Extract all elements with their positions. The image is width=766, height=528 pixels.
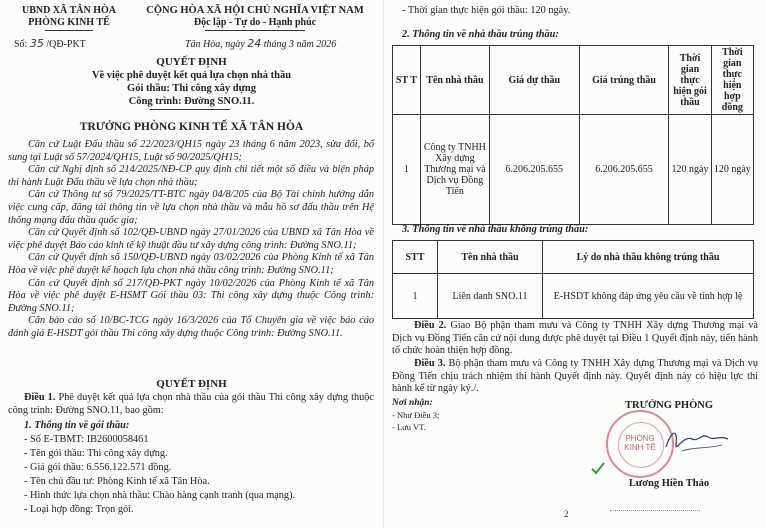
list-item: - Tên chủ đầu tư: Phòng Kinh tế xã Tân Hòa. [24,476,210,487]
legal-basis: Căn cứ Thông tư số 79/2025/TT-BTC ngày 04/8/205 của Bộ Tài chính hướng dẫn việc cung cấp, đăng tải thông tin về lựa chọn nhà thầu và mẫu hồ sơ đấu thầu trên Hệ thống mạng đấu thầu quốc gia; [8,189,374,226]
legal-basis: Căn cứ Quyết định số 102/QĐ-UBND ngày 27/01/2026 của UBND xã Tân Hòa về việc phê duyệt Báo cáo kinh tế kỹ thuật đầu tư xây dựng công trình: Đường SNO.11; [8,227,374,251]
right-page [383,0,766,528]
document-subtitle-1: Về việc phê duyệt kết quả lựa chọn nhà thầu [91,70,292,81]
legal-basis: Căn cứ Quyết định số 150/QĐ-UBND ngày 03/02/2026 của Phòng Kinh tế xã Tân Hòa về việc phê duyệt kế hoạch lựa chọn nhà thầu công trình: Đường SNO.11; [8,252,374,276]
table-cell: E-HSDT không đáp ứng yêu cầu về tính hợp lệ [543,274,754,319]
issue-date: Tân Hòa, ngày 24 tháng 3 năm 2026 [185,37,337,50]
table-cell: 120 ngày [711,115,753,225]
page-number: 2 [564,509,569,519]
department-name: PHÒNG KINH TẾ [28,17,110,28]
table-header-cell: Giá trúng thầu [579,46,669,115]
table-row [393,115,754,225]
legal-bases [8,139,374,341]
national-motto: Độc lập - Tự do - Hạnh phúc [193,17,317,28]
document-title: QUYẾT ĐỊNH [156,56,227,68]
signer-title: TRƯỞNG PHÒNG [625,400,713,411]
document-number: Số: 35 /QĐ-PKT [14,37,86,50]
header-rule-right [205,30,305,31]
subtitle-rule [150,109,230,110]
document-subtitle-3: Công trình: Đường SNO.11. [128,96,255,107]
table-header-cell: STT [393,241,438,274]
duration-line: - Thời gian thực hiện gói thầu: 120 ngày. [402,5,571,16]
table-header-cell: ST T [393,46,421,115]
losing-bidder-table [392,240,754,319]
legal-basis: Căn bào cáo số 10/BC-TCG ngày 16/3/2026 của Tổ Chuyên gia về việc báo cáo đánh giá E-HSDT gói thầu Thi công xây dựng thuộc Công trình: Đường SNO.11. [8,315,374,339]
table-header-cell: Thời gian thực hiện gói thầu [669,46,711,115]
section-2-title: 2. Thông tin về nhà thầu trúng thầu: [402,29,559,40]
table-row [393,274,754,319]
table-cell: Công ty TNHH Xây dựng Thương mại và Dịch vụ Đồng Tiến [420,115,489,225]
article-2: Điều 2. Giao Bộ phận tham mưu và Công ty TNHH Xây dựng Thương mại và Dịch vụ Đồng Tiến căn cứ nội dung được phê duyệt tại Điều 1 Quyết định này, tiến hành tổ chức hoàn thiện hợp đồng. [392,320,758,357]
article-1: Điều 1. Phê duyệt kết quả lựa chọn nhà thầu của gói thầu Thi công xây dựng thuộc công trình: Đường SNO.11, bao gồm: [8,392,374,416]
recipient-item: - Như Điều 3; [392,410,440,420]
list-item: - Số E-TBMT: IB2600058461 [24,434,149,445]
issuing-authority: TRƯỞNG PHÒNG KINH TẾ XÃ TÂN HÒA [79,121,304,133]
table-cell: 1 [393,274,438,319]
seal-text: PHÒNG KINH TẾ [624,434,656,452]
list-item: - Loại hợp đồng: Trọn gói. [24,504,134,515]
table-cell: 6.206.205.655 [579,115,669,225]
digital-signature-note [610,510,700,519]
list-item: - Giá gói thầu: 6.556.122.571 đồng. [24,462,172,473]
national-title: CỘNG HÒA XÃ HỘI CHỦ NGHĨA VIỆT NAM [146,5,364,16]
header-rule-left [45,30,93,31]
table-header-cell: Tên nhà thầu [438,241,543,274]
recipients-title: Nơi nhận: [392,398,433,408]
table-header-cell: Tên nhà thầu [420,46,489,115]
signer-name: Lương Hiền Thảo [628,478,710,489]
winning-bidder-table [392,45,754,225]
recipient-item: - Lưu VT. [392,422,426,432]
table-cell: 120 ngày [669,115,711,225]
document-subtitle-2: Gói thầu: Thi công xây dựng [127,83,256,94]
section-3-title: 3. Thông tin về nhà thầu không trúng thầu: [402,224,589,235]
article-3: Điều 3. Bộ phận tham mưu và Công ty TNHH Xây dựng Thương mại và Dịch vụ Đồng Tiến chịu trách nhiệm thi hành Quyết định này. Quyết định này có hiệu lực thi hành kể từ ngày ký./. [392,358,758,395]
list-item: - Hình thức lựa chọn nhà thầu: Chào hàng cạnh tranh (qua mạng). [24,490,296,501]
agency-name: UBND XÃ TÂN HÒA [22,5,116,16]
table-header-cell: Lý do nhà thầu không trúng thầu [543,241,754,274]
table-header-cell: Giá dự thầu [489,46,579,115]
table-header-cell: Thời gian thực hiện hợp đồng [711,46,753,115]
legal-basis: Căn cứ Quyết định số 217/QĐ-PKT ngày 10/02/2026 của Phòng Kinh tế xã Tân Hòa về việc phê duyệt E-HSMT Gói thầu 03: Thi công xây dựng thuộc Công trình: Đường SNO.11; [8,277,374,314]
signature [662,425,732,455]
section-1-title: 1. Thông tin về gói thầu: [24,420,130,431]
table-cell: 1 [393,115,421,225]
table-cell: 6.206.205.655 [489,115,579,225]
legal-basis: Căn cứ Luật Đấu thầu số 22/2023/QH15 ngày 23 tháng 6 năm 2023, sửa đổi, bổ sung tại Luật số 57/2024/QH15, Luật số 90/2025/QH15; [8,139,374,163]
decision-heading: QUYẾT ĐỊNH [156,378,227,390]
legal-basis: Căn cứ Nghị định số 214/2025/NĐ-CP quy định chi tiết một số điều và biện pháp thi hành Luật Đấu thầu về lựa chọn nhà thầu; [8,164,374,188]
checkmark-icon [590,460,606,476]
table-cell: Liên danh SNO.11 [438,274,543,319]
list-item: - Tên gói thầu: Thi công xây dựng. [24,448,168,459]
